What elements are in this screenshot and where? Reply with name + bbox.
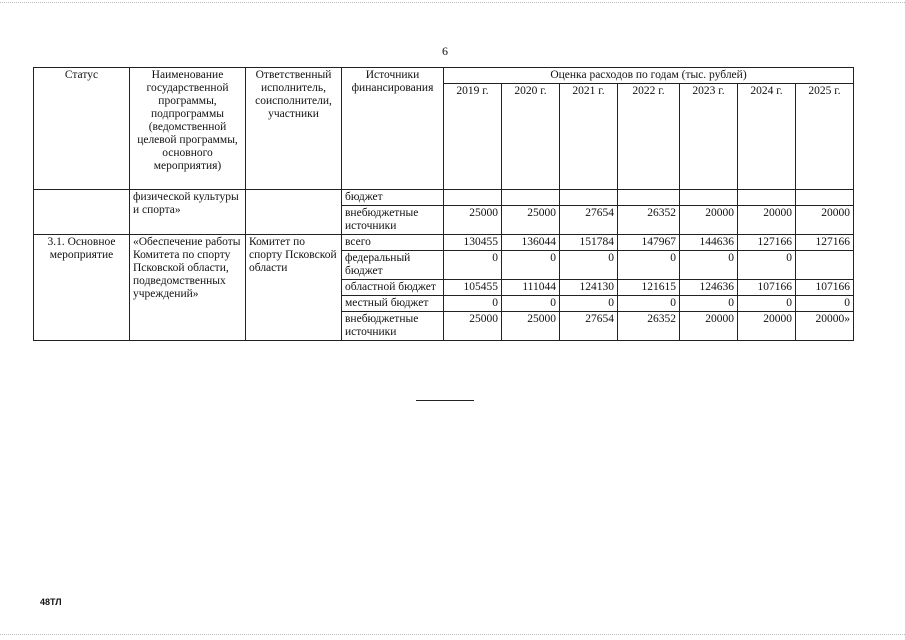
- measure-name: «Обеспечение работы Комитета по спорту Псковской области, подведомственных учреждений»: [130, 235, 246, 341]
- measure-executor: Комитет по спорту Псковской области: [246, 235, 342, 341]
- table-row: [34, 190, 854, 206]
- header-year: 2021 г.: [560, 84, 618, 190]
- header-year: 2023 г.: [680, 84, 738, 190]
- document-code: 48ТЛ: [40, 597, 62, 607]
- source-label: областной бюджет: [342, 280, 444, 296]
- value-cell: 25000: [444, 312, 502, 341]
- source-label: внебюджетные источники: [342, 206, 444, 235]
- value-cell: 20000: [796, 206, 854, 235]
- value-cell: [444, 190, 502, 206]
- value-cell: [796, 190, 854, 206]
- budget-table: [33, 67, 854, 341]
- header-year: 2024 г.: [738, 84, 796, 190]
- carryover-status-cell: [34, 190, 130, 235]
- value-cell: 0: [618, 251, 680, 280]
- value-cell: 25000: [502, 312, 560, 341]
- value-cell: 27654: [560, 312, 618, 341]
- carryover-executor-cell: [246, 190, 342, 235]
- value-cell: [680, 190, 738, 206]
- value-cell: 121615: [618, 280, 680, 296]
- value-cell: 20000: [680, 206, 738, 235]
- value-cell: 144636: [680, 235, 738, 251]
- header-year: 2019 г.: [444, 84, 502, 190]
- source-label: местный бюджет: [342, 296, 444, 312]
- value-cell: 147967: [618, 235, 680, 251]
- value-cell: [796, 251, 854, 280]
- value-cell: [738, 190, 796, 206]
- value-cell: 107166: [796, 280, 854, 296]
- page-number: 6: [442, 44, 448, 58]
- value-cell: 127166: [796, 235, 854, 251]
- value-cell: 20000»: [796, 312, 854, 341]
- header-year: 2020 г.: [502, 84, 560, 190]
- value-cell: 0: [560, 296, 618, 312]
- header-estimate: Оценка расходов по годам (тыс. рублей): [444, 68, 854, 84]
- header-executor: Ответственный исполнитель, соисполнители, участники: [246, 68, 342, 190]
- value-cell: 0: [738, 296, 796, 312]
- value-cell: [618, 190, 680, 206]
- scan-edge-top: [0, 2, 905, 5]
- value-cell: 0: [444, 296, 502, 312]
- header-sources: Источники финансирования: [342, 68, 444, 190]
- value-cell: 20000: [738, 312, 796, 341]
- value-cell: 0: [680, 251, 738, 280]
- value-cell: 25000: [502, 206, 560, 235]
- header-status: Статус: [34, 68, 130, 190]
- value-cell: 27654: [560, 206, 618, 235]
- value-cell: 0: [502, 296, 560, 312]
- value-cell: 111044: [502, 280, 560, 296]
- value-cell: 0: [560, 251, 618, 280]
- value-cell: 0: [502, 251, 560, 280]
- value-cell: 151784: [560, 235, 618, 251]
- value-cell: 26352: [618, 312, 680, 341]
- value-cell: 0: [680, 296, 738, 312]
- source-label: бюджет: [342, 190, 444, 206]
- scan-edge-bottom: [0, 634, 905, 637]
- value-cell: [560, 190, 618, 206]
- measure-status: 3.1. Основное мероприятие: [34, 235, 130, 341]
- value-cell: 105455: [444, 280, 502, 296]
- value-cell: 124130: [560, 280, 618, 296]
- table-row: [34, 235, 854, 251]
- header-name: Наименование государственной программы, подпрограммы (ведомственной целевой программы, основного мероприятия): [130, 68, 246, 190]
- value-cell: 0: [738, 251, 796, 280]
- value-cell: 20000: [680, 312, 738, 341]
- value-cell: 26352: [618, 206, 680, 235]
- header-row-1: [34, 68, 854, 84]
- value-cell: 127166: [738, 235, 796, 251]
- value-cell: 25000: [444, 206, 502, 235]
- value-cell: 20000: [738, 206, 796, 235]
- source-label: внебюджетные источники: [342, 312, 444, 341]
- end-divider-line: [416, 400, 474, 401]
- value-cell: 107166: [738, 280, 796, 296]
- source-label: федеральный бюджет: [342, 251, 444, 280]
- value-cell: 0: [618, 296, 680, 312]
- value-cell: 0: [796, 296, 854, 312]
- value-cell: [502, 190, 560, 206]
- value-cell: 130455: [444, 235, 502, 251]
- value-cell: 124636: [680, 280, 738, 296]
- header-year: 2022 г.: [618, 84, 680, 190]
- value-cell: 136044: [502, 235, 560, 251]
- value-cell: 0: [444, 251, 502, 280]
- source-label: всего: [342, 235, 444, 251]
- header-year: 2025 г.: [796, 84, 854, 190]
- carryover-name: физической культуры и спорта»: [130, 190, 246, 235]
